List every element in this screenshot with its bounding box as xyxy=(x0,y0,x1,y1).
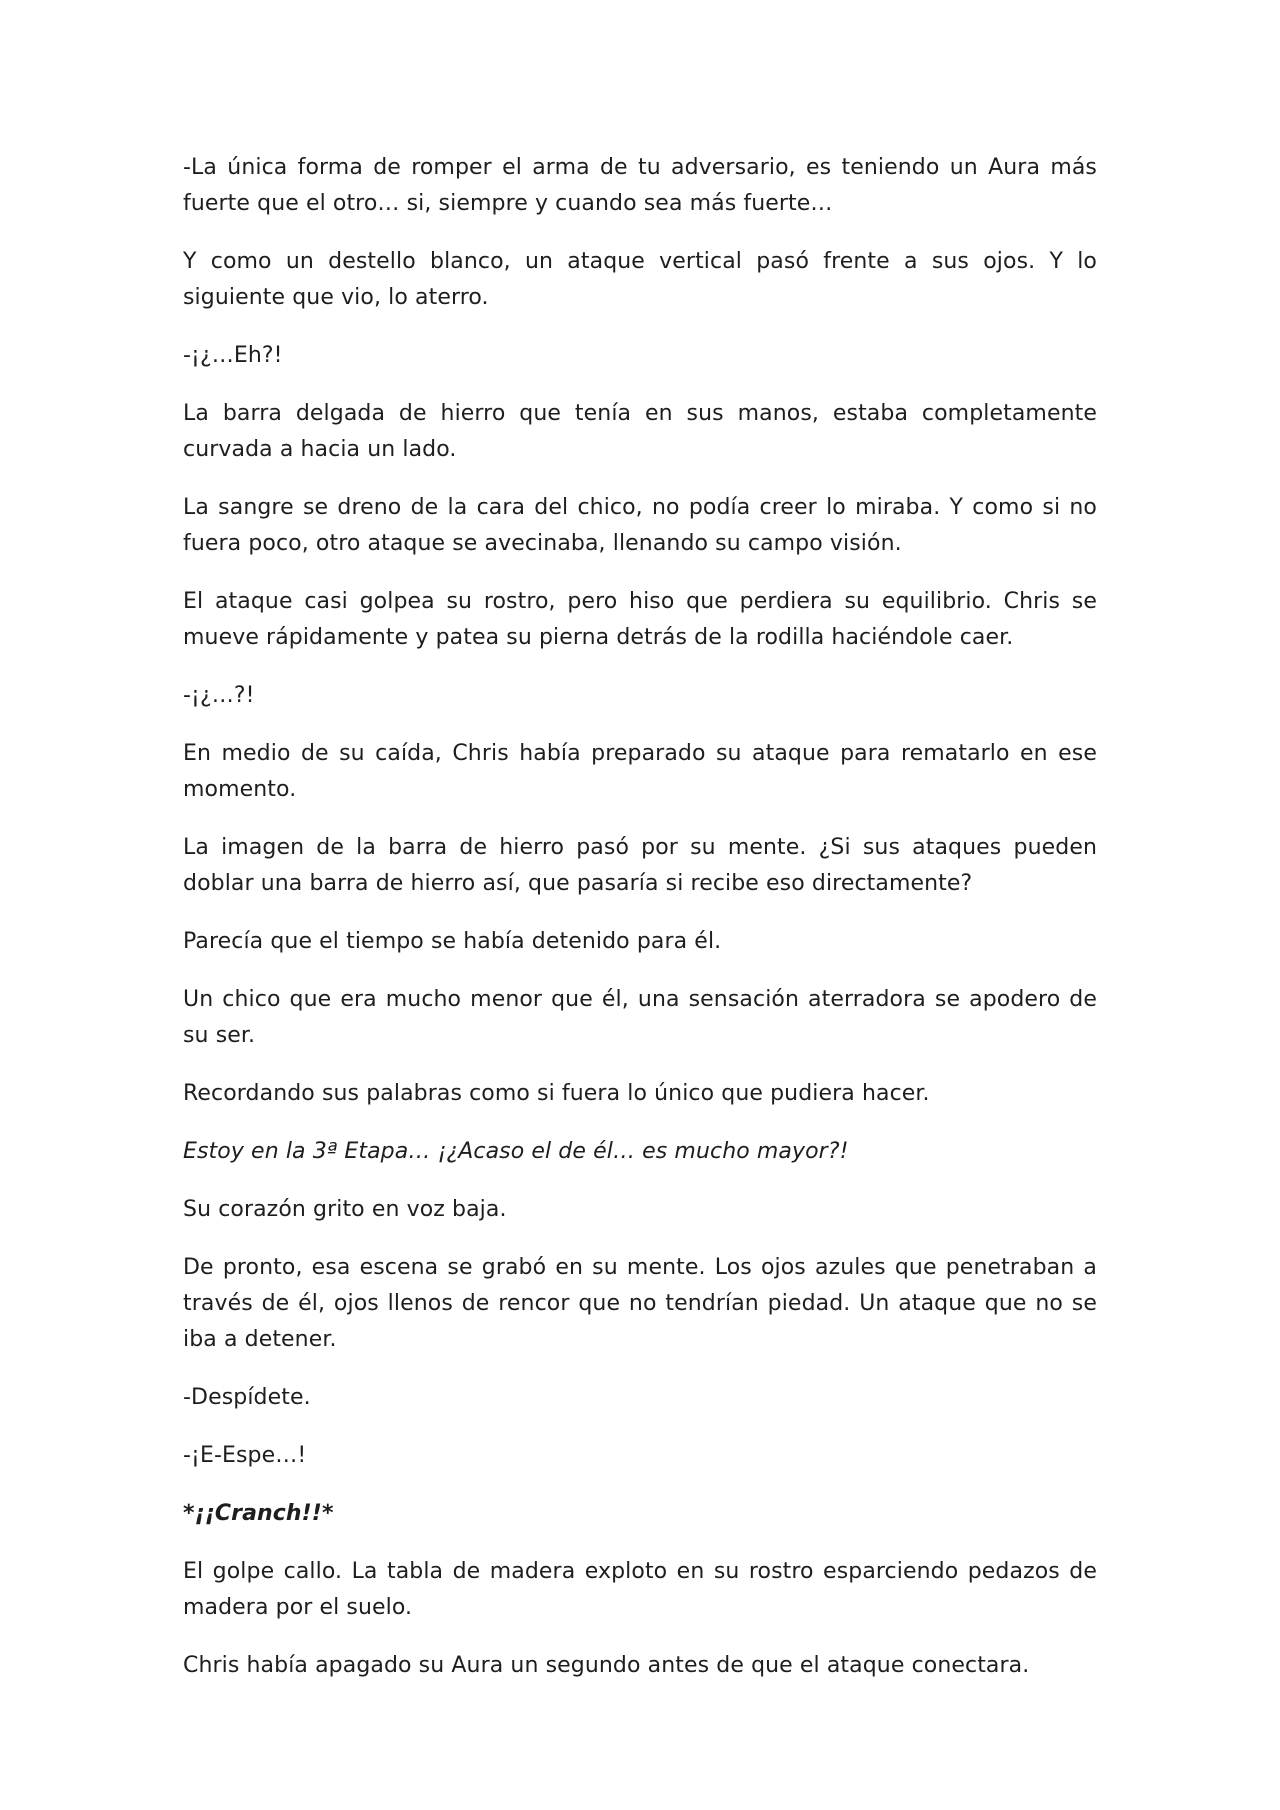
paragraph-20: Chris había apagado su Aura un segundo antes de que el ataque conectara. xyxy=(183,1653,1030,1678)
paragraph-2: Y como un destello blanco, un ataque vertical pasó frente a sus ojos. Y lo siguiente que vio, lo aterro. xyxy=(183,249,1105,310)
paragraph-16: -Despídete. xyxy=(183,1385,311,1410)
paragraph-8: En medio de su caída, Chris había preparado su ataque para rematarlo en ese momento. xyxy=(183,741,1105,802)
paragraph-19: El golpe callo. La tabla de madera exploto en su rostro esparciendo pedazos de madera por el suelo. xyxy=(183,1559,1105,1620)
paragraph-18-sound-effect: *¡¡Cranch!!* xyxy=(183,1501,334,1526)
paragraph-9: La imagen de la barra de hierro pasó por su mente. ¿Si sus ataques pueden doblar una barra de hierro así, que pasaría si recibe eso directamente? xyxy=(183,835,1105,896)
paragraph-14: Su corazón grito en voz baja. xyxy=(183,1197,507,1222)
paragraph-17: -¡E-Espe…! xyxy=(183,1443,307,1468)
paragraph-3: -¡¿…Eh?! xyxy=(183,343,283,368)
paragraph-1: -La única forma de romper el arma de tu adversario, es teniendo un Aura más fuerte que el otro… si, siempre y cuando sea más fuerte… xyxy=(183,155,1105,216)
paragraph-10: Parecía que el tiempo se había detenido para él. xyxy=(183,929,722,954)
paragraph-15: De pronto, esa escena se grabó en su mente. Los ojos azules que penetraban a través de él, ojos llenos de rencor que no tendrían piedad. Un ataque que no se iba a detener. xyxy=(183,1255,1105,1352)
paragraph-12: Recordando sus palabras como si fuera lo único que pudiera hacer. xyxy=(183,1081,930,1106)
paragraph-13-thought: Estoy en la 3ª Etapa… ¡¿Acaso el de él… es mucho mayor?! xyxy=(183,1139,849,1164)
paragraph-11: Un chico que era mucho menor que él, una sensación aterradora se apodero de su ser. xyxy=(183,987,1105,1048)
document-body xyxy=(183,150,1105,1706)
paragraph-5: La sangre se dreno de la cara del chico, no podía creer lo miraba. Y como si no fuera poco, otro ataque se avecinaba, llenando su campo visión. xyxy=(183,495,1105,556)
paragraph-7: -¡¿…?! xyxy=(183,683,255,708)
paragraph-4: La barra delgada de hierro que tenía en sus manos, estaba completamente curvada a hacia un lado. xyxy=(183,401,1105,462)
paragraph-6: El ataque casi golpea su rostro, pero hiso que perdiera su equilibrio. Chris se mueve rápidamente y patea su pierna detrás de la rodilla haciéndole caer. xyxy=(183,589,1105,650)
